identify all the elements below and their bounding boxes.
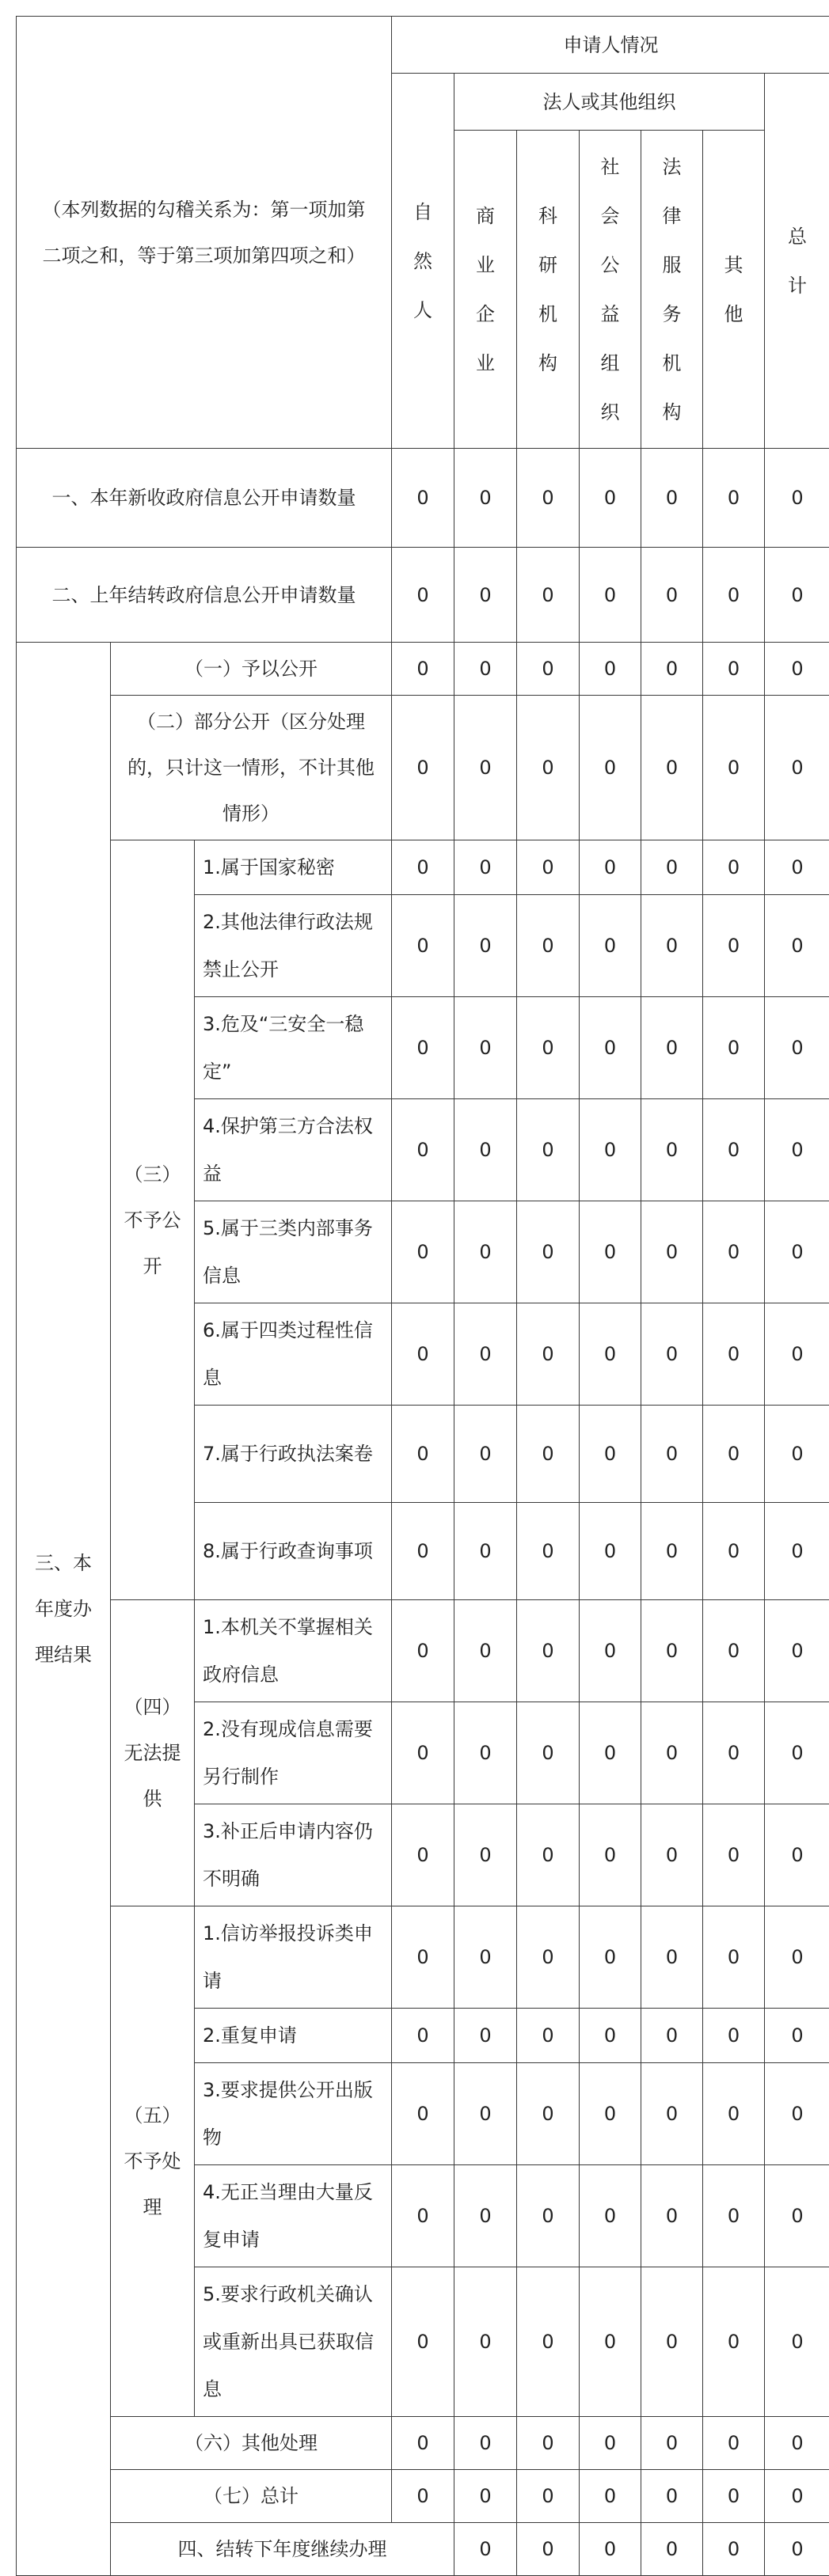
value-cell: 0 bbox=[454, 643, 517, 696]
value-cell: 0 bbox=[641, 1804, 703, 1906]
value-cell: 0 bbox=[454, 2417, 517, 2470]
value-cell: 0 bbox=[392, 840, 454, 895]
value-cell: 0 bbox=[765, 1201, 829, 1303]
col-label-public-welfare: 公 bbox=[601, 254, 620, 276]
value-cell: 0 bbox=[454, 1804, 517, 1906]
col-label-public-welfare: 益 bbox=[601, 303, 620, 325]
value-cell: 0 bbox=[765, 2470, 829, 2523]
value-cell: 0 bbox=[765, 2523, 829, 2576]
value-cell: 0 bbox=[454, 2063, 517, 2165]
col-label-commercial: 业 bbox=[476, 254, 495, 276]
value-cell: 0 bbox=[765, 643, 829, 696]
row-label: 3.危及“三安全一稳定” bbox=[195, 997, 392, 1099]
value-cell: 0 bbox=[703, 1503, 765, 1600]
value-cell: 0 bbox=[580, 1600, 641, 1702]
value-cell: 0 bbox=[765, 1804, 829, 1906]
value-cell: 0 bbox=[765, 2063, 829, 2165]
value-cell: 0 bbox=[392, 643, 454, 696]
value-cell: 0 bbox=[454, 1702, 517, 1804]
value-cell: 0 bbox=[641, 2063, 703, 2165]
col-research bbox=[517, 131, 580, 449]
value-cell: 0 bbox=[517, 1099, 580, 1201]
col-label-legal-service: 法 bbox=[663, 156, 682, 178]
row-carried-over bbox=[17, 548, 829, 643]
value-cell: 0 bbox=[392, 1201, 454, 1303]
value-cell: 0 bbox=[703, 2165, 765, 2267]
value-cell: 0 bbox=[641, 1303, 703, 1406]
value-cell: 0 bbox=[454, 1303, 517, 1406]
value-cell: 0 bbox=[765, 2165, 829, 2267]
value-cell: 0 bbox=[641, 696, 703, 840]
row-label: 一、本年新收政府信息公开申请数量 bbox=[17, 449, 392, 548]
row-label: （二）部分公开（区分处理的，只计这一情形，不计其他情形） bbox=[111, 696, 392, 840]
col-natural-person bbox=[392, 74, 454, 449]
value-cell: 0 bbox=[392, 696, 454, 840]
value-cell: 0 bbox=[580, 1702, 641, 1804]
value-cell: 0 bbox=[454, 840, 517, 895]
value-cell: 0 bbox=[454, 2470, 517, 2523]
applicant-situation-heading: 申请人情况 bbox=[392, 17, 829, 74]
value-cell: 0 bbox=[517, 1906, 580, 2009]
value-cell: 0 bbox=[641, 1906, 703, 2009]
value-cell: 0 bbox=[392, 895, 454, 997]
value-cell: 0 bbox=[580, 840, 641, 895]
value-cell: 0 bbox=[703, 1406, 765, 1503]
section-3-label: 三、本年度办理结果 bbox=[17, 643, 111, 2576]
value-cell: 0 bbox=[392, 2470, 454, 2523]
col-label-legal-service: 机 bbox=[663, 352, 682, 374]
value-cell: 0 bbox=[765, 1303, 829, 1406]
value-cell: 0 bbox=[454, 1099, 517, 1201]
value-cell: 0 bbox=[765, 1099, 829, 1201]
value-cell: 0 bbox=[641, 2267, 703, 2417]
group-not-processed-label: （五）不予处理 bbox=[111, 1906, 195, 2417]
value-cell: 0 bbox=[703, 2009, 765, 2063]
value-cell: 0 bbox=[517, 548, 580, 643]
col-commercial bbox=[454, 131, 517, 449]
legal-person-group-heading: 法人或其他组织 bbox=[454, 74, 765, 131]
value-cell: 0 bbox=[392, 2063, 454, 2165]
value-cell: 0 bbox=[580, 997, 641, 1099]
value-cell: 0 bbox=[392, 1303, 454, 1406]
value-cell: 0 bbox=[580, 1201, 641, 1303]
value-cell: 0 bbox=[517, 449, 580, 548]
row-label: （六）其他处理 bbox=[111, 2417, 392, 2470]
value-cell: 0 bbox=[765, 1503, 829, 1600]
value-cell: 0 bbox=[580, 2165, 641, 2267]
col-label-legal-service: 服 bbox=[663, 254, 682, 276]
col-other bbox=[703, 131, 765, 449]
value-cell: 0 bbox=[703, 696, 765, 840]
value-cell: 0 bbox=[703, 1600, 765, 1702]
value-cell: 0 bbox=[580, 1503, 641, 1600]
col-public-welfare bbox=[580, 131, 641, 449]
value-cell: 0 bbox=[765, 2009, 829, 2063]
row-label: 2.没有现成信息需要另行制作 bbox=[195, 1702, 392, 1804]
value-cell: 0 bbox=[392, 1600, 454, 1702]
value-cell: 0 bbox=[703, 2470, 765, 2523]
value-cell: 0 bbox=[392, 1804, 454, 1906]
row-label: 8.属于行政查询事项 bbox=[195, 1503, 392, 1600]
value-cell: 0 bbox=[454, 449, 517, 548]
value-cell: 0 bbox=[580, 1804, 641, 1906]
col-label-commercial: 企 bbox=[476, 303, 495, 325]
value-cell: 0 bbox=[580, 1303, 641, 1406]
col-total bbox=[765, 74, 829, 449]
value-cell: 0 bbox=[703, 2267, 765, 2417]
value-cell: 0 bbox=[703, 2523, 765, 2576]
row-label: 4.保护第三方合法权益 bbox=[195, 1099, 392, 1201]
value-cell: 0 bbox=[454, 696, 517, 840]
row-label: 2.重复申请 bbox=[195, 2009, 392, 2063]
value-cell: 0 bbox=[703, 1906, 765, 2009]
value-cell: 0 bbox=[454, 997, 517, 1099]
row-label: 3.要求提供公开出版物 bbox=[195, 2063, 392, 2165]
col-label-total: 计 bbox=[788, 275, 807, 297]
value-cell: 0 bbox=[703, 2063, 765, 2165]
value-cell: 0 bbox=[517, 1303, 580, 1406]
value-cell: 0 bbox=[641, 1600, 703, 1702]
value-cell: 0 bbox=[703, 840, 765, 895]
row-carry-forward bbox=[17, 2523, 829, 2576]
row-other-handling bbox=[17, 2417, 829, 2470]
value-cell: 0 bbox=[392, 2267, 454, 2417]
col-legal-service bbox=[641, 131, 703, 449]
value-cell: 0 bbox=[454, 1503, 517, 1600]
value-cell: 0 bbox=[765, 548, 829, 643]
value-cell: 0 bbox=[392, 2417, 454, 2470]
value-cell: 0 bbox=[580, 2063, 641, 2165]
value-cell: 0 bbox=[765, 895, 829, 997]
value-cell: 0 bbox=[703, 643, 765, 696]
row-label: 6.属于四类过程性信息 bbox=[195, 1303, 392, 1406]
col-label-commercial: 业 bbox=[476, 352, 495, 374]
value-cell: 0 bbox=[765, 696, 829, 840]
value-cell: 0 bbox=[517, 840, 580, 895]
value-cell: 0 bbox=[517, 2063, 580, 2165]
value-cell: 0 bbox=[580, 449, 641, 548]
col-label-natural-person: 然 bbox=[413, 250, 432, 272]
col-label-total: 总 bbox=[788, 226, 807, 248]
value-cell: 0 bbox=[703, 1702, 765, 1804]
value-cell: 0 bbox=[580, 2009, 641, 2063]
value-cell: 0 bbox=[641, 1099, 703, 1201]
value-cell: 0 bbox=[454, 548, 517, 643]
value-cell: 0 bbox=[703, 997, 765, 1099]
value-cell: 0 bbox=[641, 2470, 703, 2523]
row-not-disclosed-1 bbox=[17, 840, 829, 895]
value-cell: 0 bbox=[392, 449, 454, 548]
value-cell: 0 bbox=[765, 1906, 829, 2009]
value-cell: 0 bbox=[641, 2009, 703, 2063]
value-cell: 0 bbox=[392, 548, 454, 643]
row-label: 5.属于三类内部事务信息 bbox=[195, 1201, 392, 1303]
report-container bbox=[16, 16, 829, 2576]
value-cell: 0 bbox=[454, 2267, 517, 2417]
row-new-requests bbox=[17, 449, 829, 548]
value-cell: 0 bbox=[517, 1201, 580, 1303]
value-cell: 0 bbox=[580, 2523, 641, 2576]
value-cell: 0 bbox=[703, 449, 765, 548]
value-cell: 0 bbox=[454, 1406, 517, 1503]
value-cell: 0 bbox=[454, 1201, 517, 1303]
value-cell: 0 bbox=[392, 997, 454, 1099]
col-label-other: 其 bbox=[724, 254, 743, 276]
value-cell: 0 bbox=[580, 1406, 641, 1503]
col-label-commercial: 商 bbox=[476, 205, 495, 227]
value-cell: 0 bbox=[392, 1702, 454, 1804]
value-cell: 0 bbox=[641, 2523, 703, 2576]
value-cell: 0 bbox=[392, 1099, 454, 1201]
value-cell: 0 bbox=[641, 840, 703, 895]
col-label-research: 科 bbox=[538, 205, 557, 227]
col-label-natural-person: 自 bbox=[413, 201, 432, 223]
value-cell: 0 bbox=[454, 1600, 517, 1702]
row-label: 四、结转下年度继续办理 bbox=[111, 2523, 454, 2576]
value-cell: 0 bbox=[454, 2523, 517, 2576]
col-label-public-welfare: 组 bbox=[601, 352, 620, 374]
value-cell: 0 bbox=[580, 1906, 641, 2009]
value-cell: 0 bbox=[517, 997, 580, 1099]
col-label-research: 构 bbox=[538, 352, 557, 374]
row-label: 5.要求行政机关确认或重新出具已获取信息 bbox=[195, 2267, 392, 2417]
value-cell: 0 bbox=[580, 2417, 641, 2470]
value-cell: 0 bbox=[392, 2009, 454, 2063]
note-cell: （本列数据的勾稽关系为：第一项加第二项之和，等于第三项加第四项之和） bbox=[17, 17, 392, 449]
col-label-legal-service: 律 bbox=[663, 205, 682, 227]
row-unable-1 bbox=[17, 1600, 829, 1702]
value-cell: 0 bbox=[641, 997, 703, 1099]
row-partially-disclosed bbox=[17, 696, 829, 840]
value-cell: 0 bbox=[580, 696, 641, 840]
value-cell: 0 bbox=[641, 2417, 703, 2470]
row-disclosed bbox=[17, 643, 829, 696]
col-label-legal-service: 务 bbox=[663, 303, 682, 325]
value-cell: 0 bbox=[765, 2417, 829, 2470]
value-cell: 0 bbox=[392, 1906, 454, 2009]
col-label-public-welfare: 织 bbox=[601, 401, 620, 423]
row-label: 1.属于国家秘密 bbox=[195, 840, 392, 895]
value-cell: 0 bbox=[517, 2009, 580, 2063]
row-label: 4.无正当理由大量反复申请 bbox=[195, 2165, 392, 2267]
row-label: 2.其他法律行政法规禁止公开 bbox=[195, 895, 392, 997]
value-cell: 0 bbox=[765, 840, 829, 895]
value-cell: 0 bbox=[703, 1201, 765, 1303]
value-cell: 0 bbox=[517, 2417, 580, 2470]
value-cell: 0 bbox=[517, 895, 580, 997]
col-label-research: 机 bbox=[538, 303, 557, 325]
value-cell: 0 bbox=[641, 895, 703, 997]
value-cell: 0 bbox=[765, 1406, 829, 1503]
value-cell: 0 bbox=[765, 1702, 829, 1804]
value-cell: 0 bbox=[580, 643, 641, 696]
value-cell: 0 bbox=[703, 1099, 765, 1201]
row-label: （一）予以公开 bbox=[111, 643, 392, 696]
value-cell: 0 bbox=[641, 1702, 703, 1804]
value-cell: 0 bbox=[454, 2009, 517, 2063]
value-cell: 0 bbox=[765, 449, 829, 548]
col-label-public-welfare: 会 bbox=[601, 205, 620, 227]
value-cell: 0 bbox=[517, 2470, 580, 2523]
row-not-processed-1 bbox=[17, 1906, 829, 2009]
value-cell: 0 bbox=[517, 643, 580, 696]
header-row-1 bbox=[17, 17, 829, 74]
value-cell: 0 bbox=[517, 1804, 580, 1906]
row-label: （七）总计 bbox=[111, 2470, 392, 2523]
col-label-natural-person: 人 bbox=[413, 299, 432, 321]
value-cell: 0 bbox=[517, 1503, 580, 1600]
value-cell: 0 bbox=[580, 2267, 641, 2417]
value-cell: 0 bbox=[580, 548, 641, 643]
value-cell: 0 bbox=[641, 548, 703, 643]
group-not-disclosed-label: （三）不予公开 bbox=[111, 840, 195, 1600]
value-cell: 0 bbox=[454, 1906, 517, 2009]
row-label: 1.信访举报投诉类申请 bbox=[195, 1906, 392, 2009]
value-cell: 0 bbox=[517, 2165, 580, 2267]
value-cell: 0 bbox=[641, 1503, 703, 1600]
col-label-public-welfare: 社 bbox=[601, 156, 620, 178]
value-cell: 0 bbox=[641, 2165, 703, 2267]
value-cell: 0 bbox=[765, 997, 829, 1099]
value-cell: 0 bbox=[517, 1406, 580, 1503]
value-cell: 0 bbox=[641, 643, 703, 696]
row-label: 7.属于行政执法案卷 bbox=[195, 1406, 392, 1503]
col-label-research: 研 bbox=[538, 254, 557, 276]
row-label: 3.补正后申请内容仍不明确 bbox=[195, 1804, 392, 1906]
col-label-legal-service: 构 bbox=[663, 401, 682, 423]
value-cell: 0 bbox=[641, 1406, 703, 1503]
value-cell: 0 bbox=[517, 696, 580, 840]
value-cell: 0 bbox=[703, 2417, 765, 2470]
value-cell: 0 bbox=[703, 1303, 765, 1406]
value-cell: 0 bbox=[703, 1804, 765, 1906]
value-cell: 0 bbox=[703, 895, 765, 997]
row-label: 1.本机关不掌握相关政府信息 bbox=[195, 1600, 392, 1702]
value-cell: 0 bbox=[641, 1201, 703, 1303]
value-cell: 0 bbox=[392, 2165, 454, 2267]
value-cell: 0 bbox=[641, 449, 703, 548]
group-unable-label: （四）无法提供 bbox=[111, 1600, 195, 1906]
value-cell: 0 bbox=[517, 2523, 580, 2576]
value-cell: 0 bbox=[517, 1702, 580, 1804]
value-cell: 0 bbox=[765, 2267, 829, 2417]
value-cell: 0 bbox=[517, 2267, 580, 2417]
col-label-other: 他 bbox=[724, 303, 743, 325]
value-cell: 0 bbox=[392, 1503, 454, 1600]
row-subtotal bbox=[17, 2470, 829, 2523]
value-cell: 0 bbox=[580, 2470, 641, 2523]
value-cell: 0 bbox=[454, 895, 517, 997]
value-cell: 0 bbox=[765, 1600, 829, 1702]
value-cell: 0 bbox=[454, 2165, 517, 2267]
value-cell: 0 bbox=[703, 548, 765, 643]
row-label: 二、上年结转政府信息公开申请数量 bbox=[17, 548, 392, 643]
value-cell: 0 bbox=[392, 1406, 454, 1503]
value-cell: 0 bbox=[580, 895, 641, 997]
disclosure-statistics-table bbox=[16, 16, 829, 2576]
value-cell: 0 bbox=[517, 1600, 580, 1702]
value-cell: 0 bbox=[580, 1099, 641, 1201]
